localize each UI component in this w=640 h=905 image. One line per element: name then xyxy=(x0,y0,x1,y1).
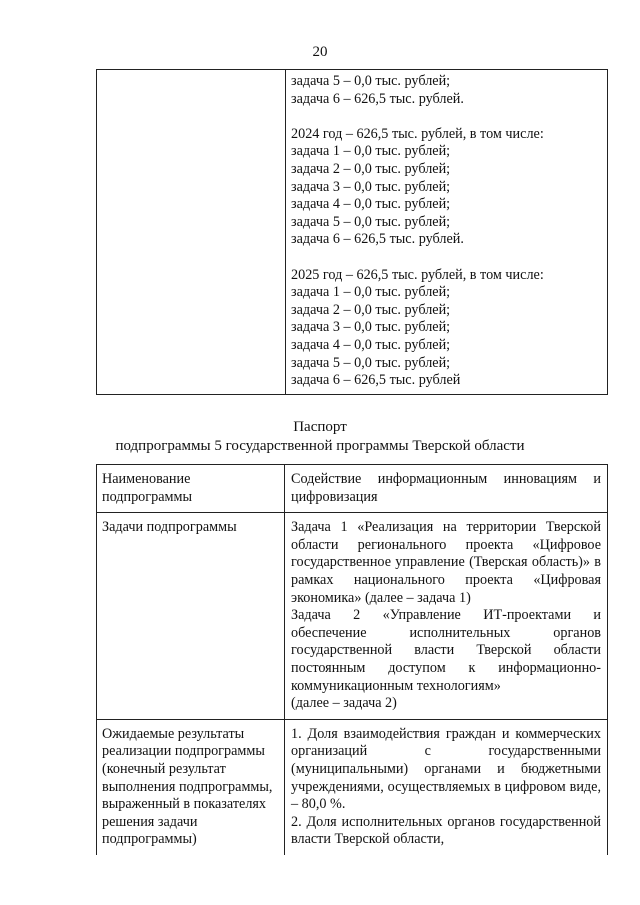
funding-line: задача 2 – 0,0 тыс. рублей; xyxy=(291,301,451,318)
passport-title: Паспорт xyxy=(293,419,347,435)
passport-heading xyxy=(0,418,640,456)
row-label: Наименование подпрограммы xyxy=(97,465,285,513)
funding-table xyxy=(96,69,608,395)
funding-values-cell xyxy=(286,70,608,395)
funding-line: задача 4 – 0,0 тыс. рублей; xyxy=(291,196,451,213)
funding-line: задача 5 – 0,0 тыс. рублей; xyxy=(291,213,451,230)
funding-line: задача 2 – 0,0 тыс. рублей; xyxy=(291,160,451,177)
funding-line: задача 5 – 0,0 тыс. рублей; xyxy=(291,73,451,89)
result-item-2: 2. Доля исполнительных органов государственной власти Тверской области, xyxy=(291,813,601,848)
row-value xyxy=(285,719,608,855)
funding-table-row xyxy=(97,70,608,395)
year-2024-header: 2024 год – 626,5 тыс. рублей, в том числе: xyxy=(291,125,544,142)
row-label: Задачи подпрограммы xyxy=(97,513,285,720)
funding-line: задача 4 – 0,0 тыс. рублей; xyxy=(291,336,451,353)
task-2-text: Задача 2 «Управление ИТ-проектами и обеспечение исполнительных органов государственной власти Тверской области постоянным доступом к информационно-коммуникационным технологиям» xyxy=(291,607,601,694)
funding-line: задача 1 – 0,0 тыс. рублей; xyxy=(291,143,451,160)
funding-empty-cell xyxy=(97,70,286,395)
row-value xyxy=(285,513,608,720)
row-value: Содействие информационным инновациям и цифровизация xyxy=(285,465,608,513)
page-number: 20 xyxy=(312,44,328,60)
funding-line: задача 3 – 0,0 тыс. рублей; xyxy=(291,319,451,336)
passport-table xyxy=(96,464,608,855)
table-row xyxy=(97,719,608,855)
passport-subtitle: подпрограммы 5 государственной программы Тверской области xyxy=(115,438,525,454)
funding-line: задача 6 – 626,5 тыс. рублей. xyxy=(291,90,464,107)
task-2-end: (далее – задача 2) xyxy=(291,695,397,712)
funding-line: задача 6 – 626,5 тыс. рублей. xyxy=(291,231,464,248)
year-2025-header: 2025 год – 626,5 тыс. рублей, в том числе: xyxy=(291,266,544,283)
funding-line: задача 3 – 0,0 тыс. рублей; xyxy=(291,178,451,195)
funding-line: задача 5 – 0,0 тыс. рублей; xyxy=(291,354,451,371)
table-row xyxy=(97,513,608,720)
result-item-1: 1. Доля взаимодействия граждан и коммерческих организаций с государственными (муниципальными) органами и бюджетными учреждениями, осуществляемых в цифровом виде, – 80,0 %. xyxy=(291,725,601,813)
task-1-text: Задача 1 «Реализация на территории Тверской области регионального проекта «Цифровое государственное управление (Тверская область)» в рамках национального проекта «Цифровая экономика» (далее – задача 1) xyxy=(291,519,601,606)
row-label: Ожидаемые результаты реализации подпрограммы (конечный результат выполнения подпрограммы, выраженный в показателях решения задачи подпрограммы) xyxy=(97,719,285,855)
table-row xyxy=(97,465,608,513)
funding-line: задача 1 – 0,0 тыс. рублей; xyxy=(291,284,451,301)
funding-line: задача 6 – 626,5 тыс. рублей xyxy=(291,372,461,389)
